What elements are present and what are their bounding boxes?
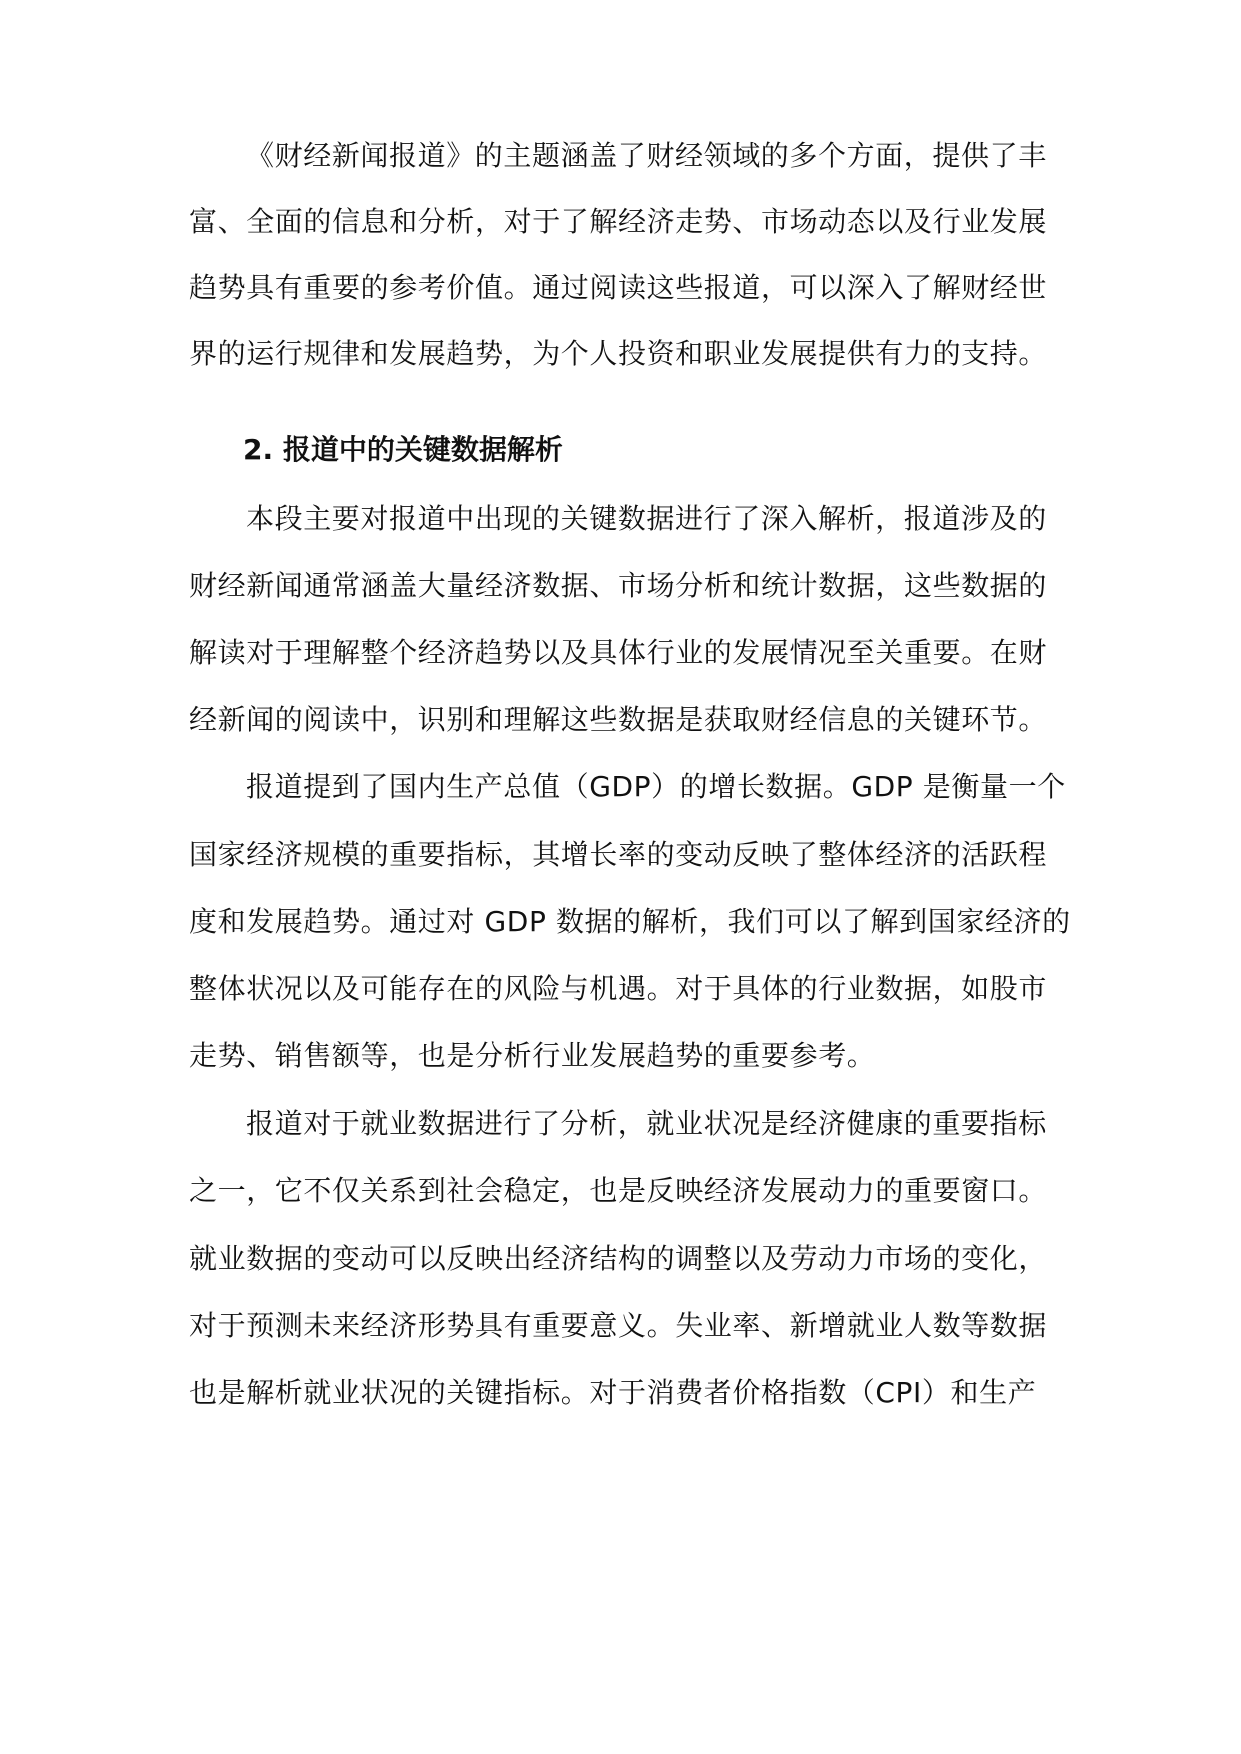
paragraph-4-line-2: 之一，它不仅关系到社会稳定，也是反映经济发展动力的重要窗口。 [189,1174,1048,1207]
paragraph-2-line-2: 财经新闻通常涵盖大量经济数据、市场分析和统计数据，这些数据的 [189,569,1048,602]
paragraph-3-line-5: 走势、销售额等，也是分析行业发展趋势的重要参考。 [189,1039,876,1072]
section-heading: 2. 报道中的关键数据解析 [243,433,563,466]
paragraph-1-line-2: 富、全面的信息和分析，对于了解经济走势、市场动态以及行业发展 [189,205,1048,238]
paragraph-2-line-4: 经新闻的阅读中，识别和理解这些数据是获取财经信息的关键环节。 [189,703,1048,736]
paragraph-1-line-1: 《财经新闻报道》的主题涵盖了财经领域的多个方面，提供了丰 [246,139,1047,172]
paragraph-4-line-3: 就业数据的变动可以反映出经济结构的调整以及劳动力市场的变化， [189,1242,1048,1275]
paragraph-4-line-1: 报道对于就业数据进行了分析，就业状况是经济健康的重要指标 [246,1107,1047,1140]
paragraph-2-line-1: 本段主要对报道中出现的关键数据进行了深入解析，报道涉及的 [246,502,1047,535]
paragraph-3-line-2: 国家经济规模的重要指标，其增长率的变动反映了整体经济的活跃程 [189,838,1048,871]
paragraph-1-line-4: 界的运行规律和发展趋势，为个人投资和职业发展提供有力的支持。 [189,337,1048,370]
paragraph-3-line-3: 度和发展趋势。通过对 GDP 数据的解析，我们可以了解到国家经济的 [189,905,1071,938]
paragraph-1-line-3: 趋势具有重要的参考价值。通过阅读这些报道，可以深入了解财经世 [189,271,1048,304]
paragraph-3-line-1: 报道提到了国内生产总值（GDP）的增长数据。GDP 是衡量一个 [246,770,1066,803]
paragraph-4-line-5: 也是解析就业状况的关键指标。对于消费者价格指数（CPI）和生产 [189,1376,1037,1409]
paragraph-4-line-4: 对于预测未来经济形势具有重要意义。失业率、新增就业人数等数据 [189,1309,1048,1342]
paragraph-2-line-3: 解读对于理解整个经济趋势以及具体行业的发展情况至关重要。在财 [189,636,1048,669]
paragraph-3-line-4: 整体状况以及可能存在的风险与机遇。对于具体的行业数据，如股市 [189,972,1048,1005]
